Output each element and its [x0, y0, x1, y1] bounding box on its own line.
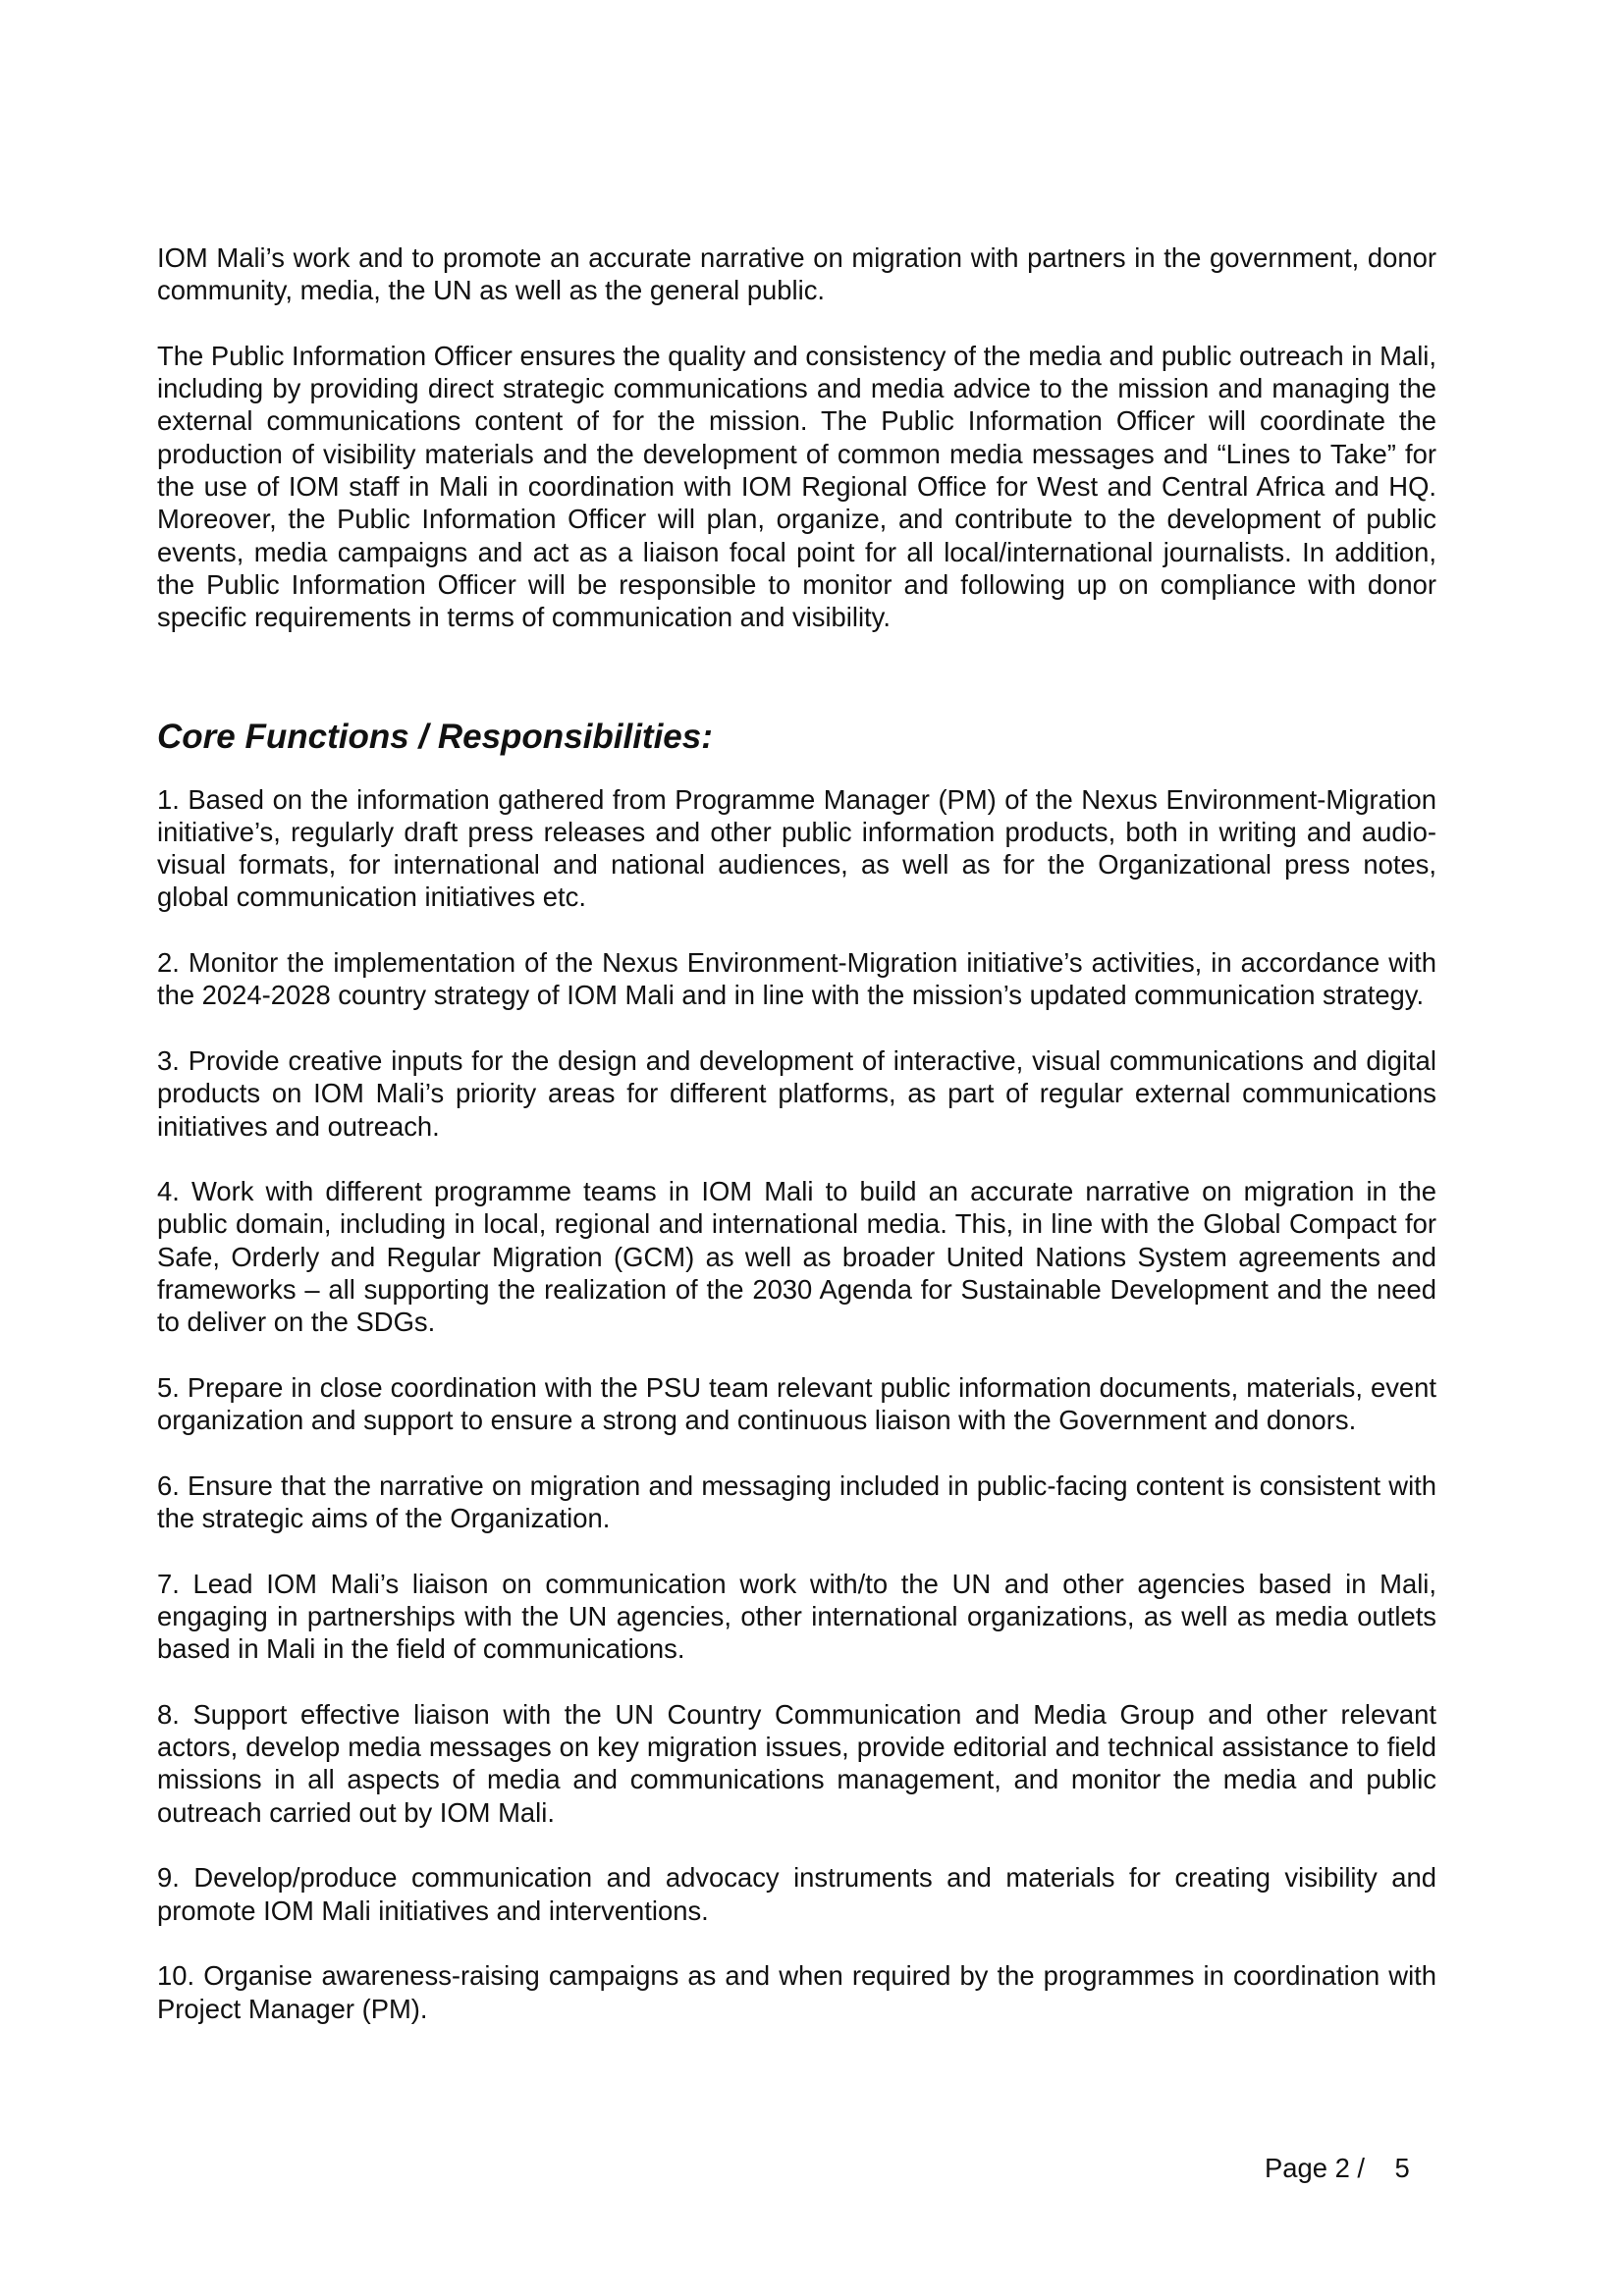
section-heading: Core Functions / Responsibilities:: [157, 717, 713, 756]
responsibility-item: 5. Prepare in close coordination with the PSU team relevant public information documents, materials, event organization and support to ensure a strong and continuous liaison with the Government and donors.: [157, 1371, 1436, 1436]
responsibility-item: 2. Monitor the implementation of the Nexus Environment-Migration initiative’s activities, in accordance with the 2024-2028 country strategy of IOM Mali and in line with the mission’s updated communication strategy.: [157, 947, 1436, 1011]
intro-paragraph: IOM Mali’s work and to promote an accurate narrative on migration with partners in the government, donor community, media, the UN as well as the general public.: [157, 242, 1436, 306]
page-number: Page 2 / 5: [1265, 2153, 1410, 2183]
responsibility-item: 3. Provide creative inputs for the design and development of interactive, visual communications and digital products on IOM Mali’s priority areas for different platforms, as part of regular external communications initiatives and outreach.: [157, 1044, 1436, 1142]
document-body: [157, 241, 1436, 2057]
responsibility-item: 7. Lead IOM Mali’s liaison on communication work with/to the UN and other agencies based in Mali, engaging in partnerships with the UN agencies, other international organizations, as well as media outlets based in Mali in the field of communications.: [157, 1568, 1436, 1665]
responsibility-item: 10. Organise awareness-raising campaigns as and when required by the programmes in coordination with Project Manager (PM).: [157, 1960, 1436, 2024]
responsibility-item: 1. Based on the information gathered from Programme Manager (PM) of the Nexus Environment-Migration initiative’s, regularly draft press releases and other public information products, both in writing and audio-visual formats, for international and national audiences, as well as for the Organizational press notes, global communication initiatives etc.: [157, 783, 1436, 913]
responsibility-item: 6. Ensure that the narrative on migration and messaging included in public-facing content is consistent with the strategic aims of the Organization.: [157, 1469, 1436, 1534]
responsibility-item: 4. Work with different programme teams in IOM Mali to build an accurate narrative on migration in the public domain, including in local, regional and international media. This, in line with the Global Compact for Safe, Orderly and Regular Migration (GCM) as well as broader United Nations System agreements and frameworks – all supporting the realization of the 2030 Agenda for Sustainable Development and the need to deliver on the SDGs.: [157, 1176, 1436, 1338]
responsibility-item: 8. Support effective liaison with the UN Country Communication and Media Group and other relevant actors, develop media messages on key migration issues, provide editorial and technical assistance to field missions in all aspects of media and communications management, and monitor the media and public outreach carried out by IOM Mali.: [157, 1698, 1436, 1828]
intro-paragraph: The Public Information Officer ensures the quality and consistency of the media and public outreach in Mali, including by providing direct strategic communications and media advice to the mission and managing the external communications content of for the mission. The Public Information Officer will coordinate the production of visibility materials and the development of common media messages and “Lines to Take” for the use of IOM staff in Mali in coordination with IOM Regional Office for West and Central Africa and HQ. Moreover, the Public Information Officer will plan, organize, and contribute to the development of public events, media campaigns and act as a liaison focal point for all local/international journalists. In addition, the Public Information Officer will be responsible to monitor and following up on compliance with donor specific requirements in terms of communication and visibility.: [157, 340, 1436, 633]
responsibility-item: 9. Develop/produce communication and advocacy instruments and materials for creating visibility and promote IOM Mali initiatives and interventions.: [157, 1862, 1436, 1926]
